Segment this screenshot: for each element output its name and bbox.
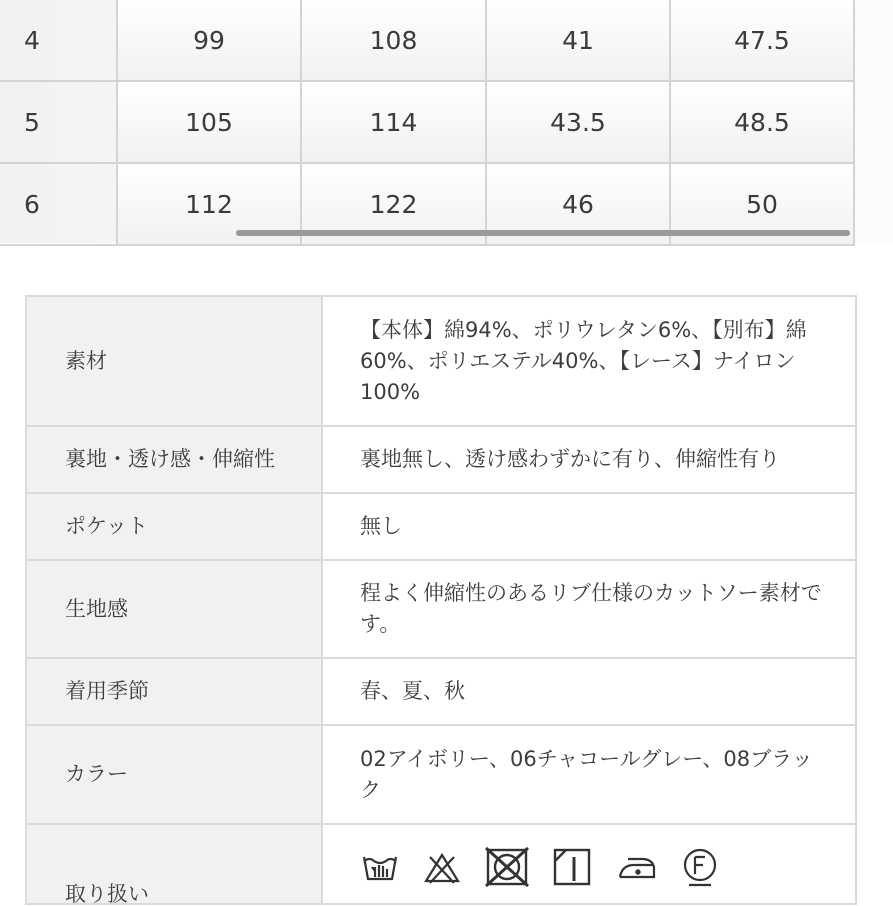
table-cell: 46 (486, 163, 670, 245)
table-row (26, 560, 856, 658)
spec-label-lining: 裏地・透け感・伸縮性 (26, 426, 322, 493)
table-cell: 43.5 (486, 81, 670, 163)
do-not-bleach-icon (422, 847, 462, 887)
table-cell: 48.5 (670, 81, 854, 163)
table-cell: 41 (486, 0, 670, 81)
spec-label-pocket: ポケット (26, 493, 322, 560)
table-row (26, 296, 856, 426)
spec-value-lining: 裏地無し、透け感わずかに有り、伸縮性有り (322, 426, 856, 493)
table-cell: 99 (117, 0, 301, 81)
hand-wash-icon (360, 847, 400, 887)
care-icons-cell (322, 824, 856, 904)
table-row (26, 493, 856, 560)
size-table (0, 0, 855, 246)
table-cell: 122 (301, 163, 486, 245)
table-cell: 114 (301, 81, 486, 163)
care-icons (360, 843, 825, 887)
spec-label-fabric: 生地感 (26, 560, 322, 658)
spec-label-color: カラー (26, 725, 322, 824)
size-cell: 5 (0, 81, 117, 163)
table-cell: 105 (117, 81, 301, 163)
spec-value-season: 春、夏、秋 (322, 658, 856, 725)
spec-table (25, 295, 857, 905)
horizontal-scrollbar[interactable] (236, 230, 850, 236)
size-cell: 6 (0, 163, 117, 245)
spec-label-material: 素材 (26, 296, 322, 426)
table-cell: 112 (117, 163, 301, 245)
size-cell: 4 (0, 0, 117, 81)
table-row (26, 824, 856, 904)
spec-value-color: 02アイボリー、06チャコールグレー、08ブラック (322, 725, 856, 824)
table-cell: 50 (670, 163, 854, 245)
spec-label-care-text: 取り扱い (65, 881, 149, 906)
table-row (26, 725, 856, 824)
scrollbar-thumb[interactable] (236, 230, 850, 236)
iron-low-icon (614, 847, 658, 887)
line-dry-shade-icon (552, 847, 592, 887)
size-table-panel (0, 0, 893, 243)
table-row (0, 81, 854, 163)
table-cell: 47.5 (670, 0, 854, 81)
table-row (26, 658, 856, 725)
dry-clean-f-icon (680, 847, 720, 887)
table-row (26, 426, 856, 493)
spec-value-fabric: 程よく伸縮性のあるリブ仕様のカットソー素材です。 (322, 560, 856, 658)
spec-value-pocket: 無し (322, 493, 856, 560)
spec-value-material: 【本体】綿94%、ポリウレタン6%、【別布】綿60%、ポリエステル40%、【レース】ナイロン100% (322, 296, 856, 426)
spec-label-care (26, 824, 322, 904)
table-cell: 108 (301, 0, 486, 81)
spec-label-season: 着用季節 (26, 658, 322, 725)
table-row (0, 0, 854, 81)
do-not-tumble-dry-icon (484, 847, 530, 887)
